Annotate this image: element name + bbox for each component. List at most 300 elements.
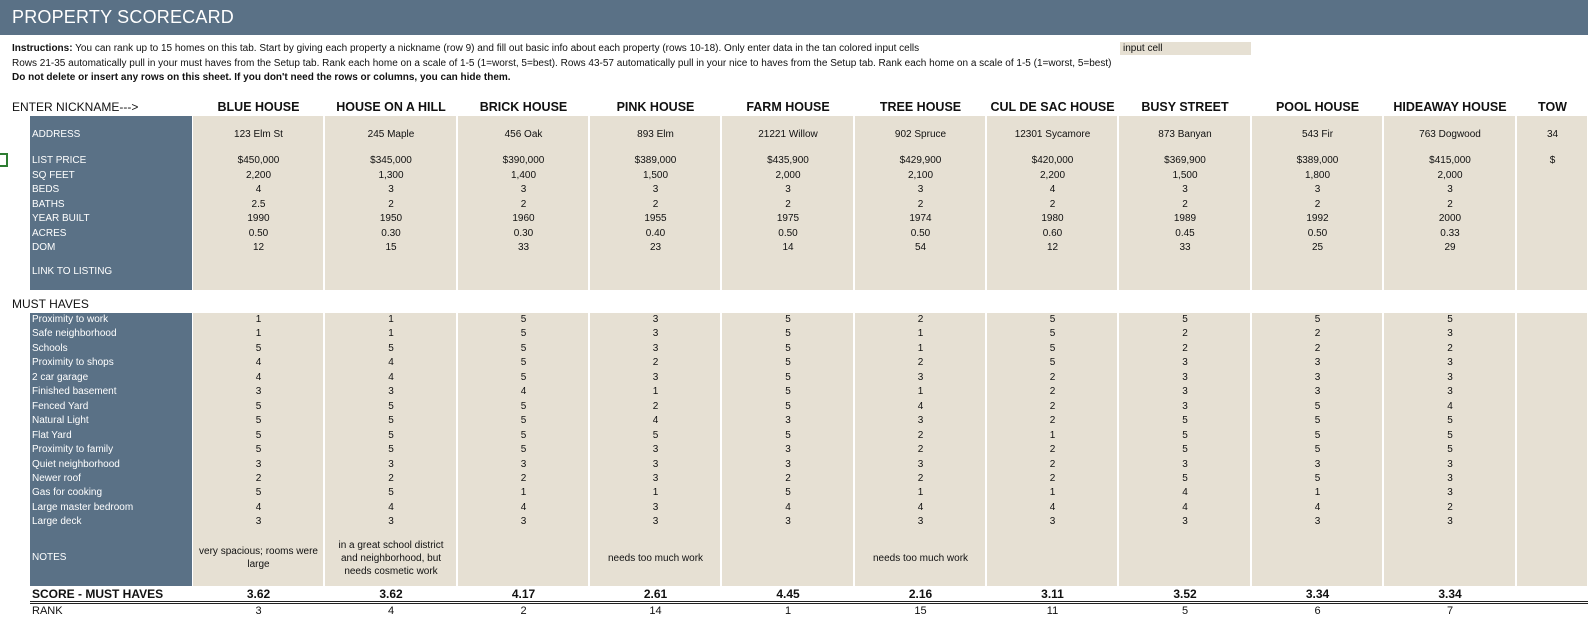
instructions-line-2: Rows 21-35 automatically pull in your must haves from the Setup tab. Rank each home on a scale of 1-5 (1=worst, 5=best). Rows 43-57 automatically pull in your nice to haves from the Setup tab. Rank each home on a scale of 1-5 (1=worst, 5=best) (12, 58, 1112, 69)
label-baths: BATHS (32, 199, 65, 210)
property-baths-cell[interactable]: 2.5 (251, 199, 266, 210)
must-have-score-cell[interactable]: 5 (785, 328, 791, 340)
property-link-cell[interactable] (1252, 258, 1383, 286)
must-have-score-cell[interactable]: 3 (652, 371, 659, 383)
instructions-prefix: Instructions: (12, 43, 73, 54)
property-link-cell[interactable] (1119, 258, 1251, 286)
property-baths-cell[interactable]: 2 (785, 199, 791, 210)
must-have-label: Proximity to shops (32, 357, 114, 369)
must-have-score-cell[interactable]: 1 (520, 487, 527, 499)
must-have-label: Quiet neighborhood (32, 458, 120, 470)
must-have-score-cell[interactable]: 1 (1049, 429, 1056, 441)
must-have-score-cell[interactable]: 5 (1049, 342, 1056, 354)
must-have-score-cell[interactable]: 5 (520, 371, 527, 383)
must-have-score-cell[interactable]: 2 (652, 400, 659, 412)
property-sq-feet-cell[interactable]: 1,300 (378, 170, 404, 181)
must-have-score-cell[interactable]: 3 (652, 472, 659, 484)
must-have-score-cell[interactable]: 3 (1049, 516, 1056, 528)
must-have-score-cell[interactable]: 4 (255, 371, 262, 383)
must-have-score-cell[interactable]: 2 (1182, 328, 1188, 340)
must-have-score-cell[interactable]: 4 (917, 501, 924, 513)
must-have-score-cell[interactable]: 5 (1314, 444, 1321, 456)
property-dom-cell[interactable]: 33 (1179, 242, 1191, 253)
property-link-cell[interactable] (987, 258, 1118, 286)
property-nickname-cell[interactable]: POOL HOUSE (1275, 100, 1360, 114)
must-have-score-cell[interactable]: 1 (1314, 487, 1321, 499)
property-list-price-cell[interactable]: $369,900 (1164, 155, 1206, 166)
must-have-score-cell[interactable]: 1 (917, 342, 924, 354)
must-have-score-cell[interactable]: 3 (1447, 487, 1453, 499)
must-have-score-cell[interactable]: 5 (785, 400, 791, 412)
must-have-score-cell[interactable]: 2 (1314, 342, 1321, 354)
property-baths-cell[interactable]: 2 (520, 199, 527, 210)
must-have-score-cell[interactable]: 3 (520, 458, 527, 470)
must-have-score-cell[interactable]: 4 (520, 386, 527, 398)
property-address-cell[interactable]: 34 (1546, 129, 1559, 140)
property-nickname-cell[interactable]: PINK HOUSE (616, 100, 695, 114)
must-have-score-cell[interactable]: 3 (1447, 516, 1453, 528)
must-have-score-cell[interactable]: 3 (652, 516, 659, 528)
property-acres-cell[interactable]: 0.30 (513, 228, 534, 239)
must-have-score-cell[interactable]: 5 (255, 487, 262, 499)
must-have-score-cell[interactable]: 5 (388, 342, 394, 354)
property-acres-cell[interactable]: 0.33 (1440, 228, 1460, 239)
must-have-score-cell[interactable]: 3 (652, 444, 659, 456)
must-have-score-cell[interactable]: 3 (652, 314, 659, 325)
must-have-score-cell[interactable]: 2 (1314, 328, 1321, 340)
property-acres-cell[interactable]: 0.50 (778, 228, 798, 239)
must-have-score-cell[interactable]: 3 (255, 458, 262, 470)
property-notes-cell[interactable] (987, 533, 1118, 583)
property-list-price-cell[interactable]: $389,000 (1296, 155, 1339, 166)
property-link-cell[interactable] (325, 258, 457, 286)
must-have-score-cell[interactable]: 3 (255, 386, 262, 398)
property-year-built-cell[interactable]: 1950 (379, 213, 403, 224)
property-link-cell[interactable] (855, 258, 986, 286)
property-year-built-cell[interactable]: 2000 (1438, 213, 1462, 224)
property-beds-cell[interactable]: 3 (388, 184, 394, 195)
must-have-score-cell[interactable]: 3 (1447, 386, 1453, 398)
must-have-score-cell[interactable]: 3 (1314, 516, 1321, 528)
property-beds-cell[interactable]: 4 (255, 184, 262, 195)
must-have-score-cell[interactable]: 5 (388, 400, 394, 412)
property-nickname-cell[interactable]: HIDEAWAY HOUSE (1393, 100, 1507, 114)
property-sq-feet-cell[interactable]: 2,000 (1437, 170, 1463, 181)
must-have-score-cell[interactable]: 5 (1447, 415, 1453, 427)
property-baths-cell[interactable]: 2 (388, 199, 394, 210)
property-list-price-cell[interactable]: $420,000 (1031, 155, 1074, 166)
must-have-score-cell[interactable]: 2 (785, 472, 791, 484)
must-have-score-cell[interactable]: 1 (255, 328, 262, 340)
must-have-score-cell[interactable]: 2 (917, 429, 924, 441)
property-notes-cell[interactable] (1119, 533, 1251, 583)
property-link-cell[interactable] (1384, 258, 1516, 286)
property-link-cell[interactable] (722, 258, 854, 286)
property-acres-cell[interactable]: 0.50 (1307, 228, 1328, 239)
must-have-score-cell[interactable]: 5 (1182, 429, 1188, 441)
property-list-price-cell[interactable]: $415,000 (1429, 155, 1471, 166)
property-beds-cell[interactable]: 3 (1447, 184, 1453, 195)
must-have-score-cell[interactable]: 5 (1182, 472, 1188, 484)
property-rank: 6 (1314, 605, 1321, 617)
property-sq-feet-cell[interactable]: 1,500 (1172, 170, 1198, 181)
property-address-cell[interactable]: 123 Elm St (234, 129, 283, 140)
must-have-score-cell[interactable]: 5 (785, 429, 791, 441)
must-have-score-cell[interactable]: 3 (388, 458, 394, 470)
must-have-score-cell[interactable]: 5 (785, 487, 791, 499)
must-have-score-cell[interactable]: 2 (917, 472, 924, 484)
must-have-score-cell[interactable]: 2 (917, 444, 924, 456)
must-have-score-cell[interactable]: 4 (388, 357, 394, 369)
must-have-score-cell[interactable]: 5 (388, 415, 394, 427)
must-have-score-cell[interactable]: 3 (652, 458, 659, 470)
must-have-score-cell[interactable]: 5 (785, 342, 791, 354)
property-sq-feet-cell[interactable]: 1,800 (1304, 170, 1331, 181)
must-have-score-cell[interactable]: 3 (652, 342, 659, 354)
property-address-cell[interactable]: 245 Maple (367, 129, 415, 140)
property-list-price-cell[interactable]: $435,900 (767, 155, 809, 166)
property-address-cell[interactable]: 873 Banyan (1158, 129, 1212, 140)
property-dom-cell[interactable]: 23 (649, 242, 662, 253)
property-year-built-cell[interactable]: 1955 (644, 213, 667, 224)
must-have-score-cell[interactable]: 5 (388, 444, 394, 456)
rank-label: RANK (32, 605, 63, 617)
must-have-score-cell[interactable]: 1 (1049, 487, 1056, 499)
property-baths-cell[interactable]: 2 (917, 199, 924, 210)
must-have-score-cell[interactable]: 5 (1314, 400, 1321, 412)
must-have-score-cell[interactable]: 3 (1182, 400, 1188, 412)
must-have-score-cell[interactable]: 5 (520, 444, 527, 456)
property-rank: 2 (520, 605, 527, 617)
property-nickname-cell[interactable]: BLUE HOUSE (217, 100, 300, 114)
property-address-cell[interactable]: 21221 Willow (758, 129, 818, 140)
must-have-score-cell[interactable]: 5 (1049, 314, 1056, 325)
must-have-score-cell[interactable]: 5 (652, 429, 659, 441)
must-have-label: Gas for cooking (32, 487, 103, 499)
must-have-score-cell[interactable]: 5 (520, 342, 527, 354)
must-have-score-cell[interactable]: 5 (1447, 444, 1453, 456)
property-list-price-cell[interactable]: $429,900 (899, 155, 942, 166)
property-notes-cell[interactable]: very spacious; rooms were large (199, 546, 318, 570)
must-have-score-cell[interactable]: 5 (1049, 357, 1056, 369)
must-have-score-cell[interactable]: 2 (520, 472, 527, 484)
must-have-score-cell[interactable]: 3 (1447, 458, 1453, 470)
property-year-built-cell[interactable]: 1989 (1173, 213, 1197, 224)
must-have-score-cell[interactable]: 5 (520, 429, 527, 441)
property-link-cell[interactable] (590, 258, 721, 286)
must-have-score-cell[interactable]: 5 (785, 386, 791, 398)
must-have-score-cell[interactable]: 2 (1049, 415, 1056, 427)
must-have-score-cell[interactable]: 3 (1314, 357, 1321, 369)
must-have-score-cell[interactable]: 2 (388, 472, 394, 484)
input-cell-legend: input cell (1120, 42, 1251, 55)
must-have-score-cell[interactable]: 2 (1049, 371, 1056, 383)
must-have-score-cell[interactable]: 5 (255, 444, 262, 456)
property-dom-cell[interactable]: 29 (1444, 242, 1456, 253)
must-have-score-cell[interactable]: 1 (652, 487, 659, 499)
must-have-score-cell[interactable]: 5 (1447, 429, 1453, 441)
property-list-price-cell[interactable]: $345,000 (370, 155, 412, 166)
must-have-score-cell[interactable]: 5 (1314, 472, 1321, 484)
property-list-price-cell[interactable]: $389,000 (634, 155, 677, 166)
property-notes-cell[interactable] (458, 533, 589, 583)
property-sq-feet-cell[interactable]: 2,200 (1039, 170, 1066, 181)
must-have-score-cell[interactable]: 5 (1182, 314, 1188, 325)
must-have-score-cell[interactable]: 1 (917, 386, 924, 398)
property-rank: 1 (784, 605, 792, 617)
must-have-score-cell[interactable]: 2 (1182, 342, 1188, 354)
must-have-score-cell[interactable]: 4 (388, 501, 394, 513)
property-dom-cell[interactable]: 14 (782, 242, 794, 253)
property-dom-cell[interactable]: 12 (252, 242, 265, 253)
property-rank: 5 (1181, 605, 1189, 617)
property-notes-cell[interactable] (1517, 533, 1588, 583)
property-baths-cell[interactable]: 2 (1049, 199, 1056, 210)
property-nickname-cell[interactable]: HOUSE ON A HILL (336, 100, 446, 114)
property-notes-cell[interactable]: needs too much work (872, 552, 969, 564)
must-have-score-cell[interactable]: 3 (1447, 472, 1453, 484)
must-have-score-cell[interactable]: 4 (1182, 487, 1188, 499)
must-have-score-cell[interactable]: 3 (785, 415, 791, 427)
must-have-score-cell[interactable]: 5 (1314, 429, 1321, 441)
property-acres-cell[interactable]: 0.60 (1042, 228, 1063, 239)
property-sq-feet-cell[interactable]: 1,400 (510, 170, 537, 181)
property-baths-cell[interactable]: 2 (1182, 199, 1188, 210)
property-acres-cell[interactable]: 0.40 (645, 228, 666, 239)
instructions-line-1 (12, 42, 919, 56)
must-have-score-cell[interactable]: 5 (520, 415, 527, 427)
property-acres-cell[interactable]: 0.50 (910, 228, 931, 239)
must-haves-score: 3.62 (246, 587, 271, 601)
property-list-price-cell[interactable]: $450,000 (237, 155, 280, 166)
must-have-label: Newer roof (32, 472, 81, 484)
property-acres-cell[interactable]: 0.30 (381, 228, 401, 239)
property-beds-cell[interactable]: 3 (1182, 184, 1188, 195)
must-have-score-cell[interactable]: 4 (1049, 501, 1056, 513)
must-haves-score: 4.17 (511, 587, 536, 601)
must-have-score-cell[interactable]: 5 (1049, 328, 1056, 340)
property-beds-cell[interactable]: 4 (1049, 184, 1056, 195)
property-sq-feet-cell[interactable]: 2,000 (775, 170, 801, 181)
must-have-score-cell[interactable]: 3 (388, 386, 394, 398)
label-sq-feet: SQ FEET (32, 170, 75, 181)
must-have-score-cell[interactable]: 5 (785, 371, 791, 383)
property-nickname-cell[interactable]: BUSY STREET (1141, 100, 1229, 114)
property-nickname-cell[interactable]: CUL DE SAC HOUSE (990, 100, 1115, 114)
property-dom-cell[interactable]: 12 (1046, 242, 1059, 253)
property-beds-cell[interactable]: 3 (917, 184, 924, 195)
must-have-score-cell[interactable]: 3 (917, 415, 924, 427)
must-have-score-cell[interactable]: 4 (255, 501, 262, 513)
must-have-score-cell[interactable]: 3 (1182, 371, 1188, 383)
must-haves-score: 3.34 (1305, 587, 1330, 601)
property-baths-cell[interactable]: 2 (652, 199, 659, 210)
must-have-score-cell[interactable]: 4 (1314, 501, 1321, 513)
property-baths-cell[interactable]: 2 (1447, 199, 1453, 210)
property-notes-cell[interactable] (722, 533, 854, 583)
property-year-built-cell[interactable]: 1975 (776, 213, 800, 224)
must-have-score-cell[interactable]: 5 (520, 357, 527, 369)
must-have-score-cell[interactable]: 1 (917, 328, 924, 340)
must-have-score-cell[interactable]: 4 (1447, 400, 1453, 412)
must-have-score-cell[interactable]: 4 (1182, 501, 1188, 513)
property-link-cell[interactable] (1517, 258, 1588, 286)
enter-nickname-label: ENTER NICKNAME---> (12, 100, 139, 114)
property-address-cell[interactable]: 763 Dogwood (1419, 129, 1481, 140)
property-address-cell[interactable]: 543 Fir (1301, 129, 1334, 140)
property-sq-feet-cell[interactable]: 2,100 (907, 170, 934, 181)
must-haves-score: 2.61 (643, 587, 668, 601)
must-have-score-cell[interactable]: 5 (785, 314, 791, 325)
must-have-score-cell[interactable]: 5 (1314, 314, 1321, 325)
property-rank: 4 (387, 605, 395, 617)
must-have-score-cell[interactable]: 3 (785, 458, 791, 470)
must-have-score-cell[interactable]: 3 (917, 458, 924, 470)
property-nickname-cell[interactable]: BRICK HOUSE (479, 100, 568, 114)
must-have-label: Proximity to family (32, 444, 114, 456)
must-have-score-cell[interactable]: 4 (388, 371, 394, 383)
must-have-score-cell[interactable]: 4 (917, 400, 924, 412)
property-nickname-cell[interactable]: TOW (1538, 100, 1567, 114)
must-have-label: Schools (32, 342, 68, 354)
must-have-score-cell[interactable]: 5 (520, 400, 527, 412)
property-year-built-cell[interactable]: 1980 (1041, 213, 1064, 224)
property-sq-feet-cell[interactable]: 2,200 (245, 170, 272, 181)
must-have-score-cell[interactable]: 3 (1182, 516, 1188, 528)
label-notes: NOTES (32, 552, 67, 563)
must-have-score-cell[interactable]: 3 (1447, 371, 1453, 383)
must-have-score-cell[interactable]: 2 (1049, 444, 1056, 456)
must-have-score-cell[interactable]: 3 (1447, 357, 1453, 369)
must-have-score-cell[interactable]: 3 (1314, 386, 1321, 398)
property-link-cell[interactable] (193, 258, 324, 286)
property-notes-cell[interactable]: needs too much work (607, 552, 704, 564)
label-link-to-listing: LINK TO LISTING (32, 266, 113, 277)
must-have-score-cell[interactable]: 2 (917, 314, 924, 325)
property-address-cell[interactable]: 12301 Sycamore (1014, 129, 1091, 140)
property-list-price-cell[interactable]: $390,000 (502, 155, 545, 166)
property-dom-cell[interactable]: 54 (914, 242, 927, 253)
must-have-score-cell[interactable]: 2 (917, 357, 924, 369)
must-have-score-cell[interactable]: 3 (520, 516, 527, 528)
must-have-score-cell[interactable]: 2 (1049, 400, 1056, 412)
must-have-score-cell[interactable]: 3 (1182, 357, 1188, 369)
property-nickname-cell[interactable]: FARM HOUSE (746, 100, 830, 114)
must-have-score-cell[interactable]: 3 (652, 328, 659, 340)
must-have-score-cell[interactable]: 5 (255, 415, 262, 427)
must-have-score-cell[interactable]: 3 (917, 371, 924, 383)
property-year-built-cell[interactable]: 1960 (512, 213, 535, 224)
must-haves-score: 4.45 (776, 587, 800, 601)
must-have-score-cell[interactable]: 1 (652, 386, 659, 398)
must-have-score-cell[interactable]: 1 (917, 487, 924, 499)
property-address-cell[interactable]: 893 Elm (637, 129, 674, 140)
property-list-price-cell[interactable]: $ (1549, 155, 1556, 166)
property-rank: 15 (914, 605, 927, 617)
must-have-score-cell[interactable]: 3 (652, 501, 659, 513)
score-label: SCORE - MUST HAVES (32, 587, 164, 601)
property-year-built-cell[interactable]: 1992 (1306, 213, 1329, 224)
must-have-score-cell[interactable]: 2 (1049, 386, 1056, 398)
must-have-score-cell[interactable]: 5 (1182, 444, 1188, 456)
must-have-score-cell[interactable]: 1 (388, 314, 394, 325)
must-have-score-cell[interactable]: 3 (917, 516, 924, 528)
property-dom-cell[interactable]: 33 (517, 242, 530, 253)
score-divider-top (30, 601, 1588, 602)
must-have-score-cell[interactable]: 5 (255, 429, 262, 441)
must-have-score-cell[interactable]: 5 (1447, 314, 1453, 325)
must-have-score-cell[interactable]: 3 (388, 516, 394, 528)
must-have-score-cell[interactable]: 5 (255, 400, 262, 412)
property-year-built-cell[interactable]: 1974 (909, 213, 932, 224)
property-beds-cell[interactable]: 3 (1314, 184, 1321, 195)
must-have-score-cell[interactable]: 5 (785, 357, 791, 369)
property-address-cell[interactable]: 902 Spruce (894, 129, 947, 140)
must-have-score-cell[interactable]: 2 (1049, 458, 1056, 470)
property-acres-cell[interactable]: 0.45 (1175, 228, 1195, 239)
must-have-score-cell[interactable]: 3 (785, 516, 791, 528)
page-title: PROPERTY SCORECARD (0, 0, 1588, 35)
label-beds: BEDS (32, 184, 60, 195)
score-divider-bottom (30, 603, 1588, 604)
property-sq-feet-cell[interactable]: 1,500 (642, 170, 669, 181)
must-have-score-cell[interactable]: 3 (1182, 386, 1188, 398)
must-have-score-cell[interactable]: 5 (1314, 415, 1321, 427)
property-notes-cell[interactable] (1384, 533, 1516, 583)
must-have-score-cell[interactable]: 2 (652, 357, 659, 369)
must-have-label: 2 car garage (32, 371, 89, 383)
property-year-built-cell[interactable]: 1990 (247, 213, 270, 224)
must-have-score-cell[interactable]: 4 (652, 415, 659, 427)
must-have-score-cell[interactable]: 5 (388, 429, 394, 441)
must-have-score-cell[interactable]: 5 (520, 314, 527, 325)
label-dom: DOM (32, 242, 56, 253)
property-beds-cell[interactable]: 3 (652, 184, 659, 195)
must-have-score-cell[interactable]: 3 (255, 516, 262, 528)
must-have-score-cell[interactable]: 5 (388, 487, 394, 499)
must-have-score-cell[interactable]: 3 (785, 444, 791, 456)
property-link-cell[interactable] (458, 258, 589, 286)
must-have-label: Proximity to work (32, 314, 109, 325)
must-have-score-cell[interactable]: 5 (520, 328, 527, 340)
must-have-score-cell[interactable]: 1 (255, 314, 262, 325)
must-have-score-cell[interactable]: 5 (255, 342, 262, 354)
must-have-score-cell[interactable]: 4 (785, 501, 791, 513)
property-notes-cell[interactable] (1252, 533, 1383, 583)
must-have-score-cell[interactable]: 2 (255, 472, 262, 484)
must-have-score-cell[interactable]: 1 (388, 328, 394, 340)
property-acres-cell[interactable]: 0.50 (248, 228, 269, 239)
property-notes-cell[interactable]: in a great school district and neighborhood, but needs cosmetic work (338, 539, 444, 577)
property-address-cell[interactable]: 456 Oak (504, 129, 543, 140)
must-have-score-cell[interactable]: 3 (1314, 371, 1321, 383)
must-have-score-cell[interactable]: 5 (1182, 415, 1188, 427)
must-have-score-cell[interactable]: 3 (1182, 458, 1188, 470)
must-have-score-cell[interactable]: 2 (1447, 501, 1453, 513)
property-dom-cell[interactable]: 15 (385, 242, 397, 253)
must-have-score-cell[interactable]: 3 (1314, 458, 1321, 470)
property-dom-cell[interactable]: 25 (1311, 242, 1324, 253)
must-have-score-cell[interactable]: 4 (520, 501, 527, 513)
property-beds-cell[interactable]: 3 (520, 184, 527, 195)
property-baths-cell[interactable]: 2 (1314, 199, 1321, 210)
must-have-score-cell[interactable]: 2 (1049, 472, 1056, 484)
property-nickname-cell[interactable]: TREE HOUSE (879, 100, 962, 114)
must-have-score-cell[interactable]: 4 (255, 357, 262, 369)
property-beds-cell[interactable]: 3 (785, 184, 791, 195)
must-have-score-cell[interactable]: 3 (1447, 328, 1453, 340)
must-have-score-cell[interactable]: 2 (1447, 342, 1453, 354)
